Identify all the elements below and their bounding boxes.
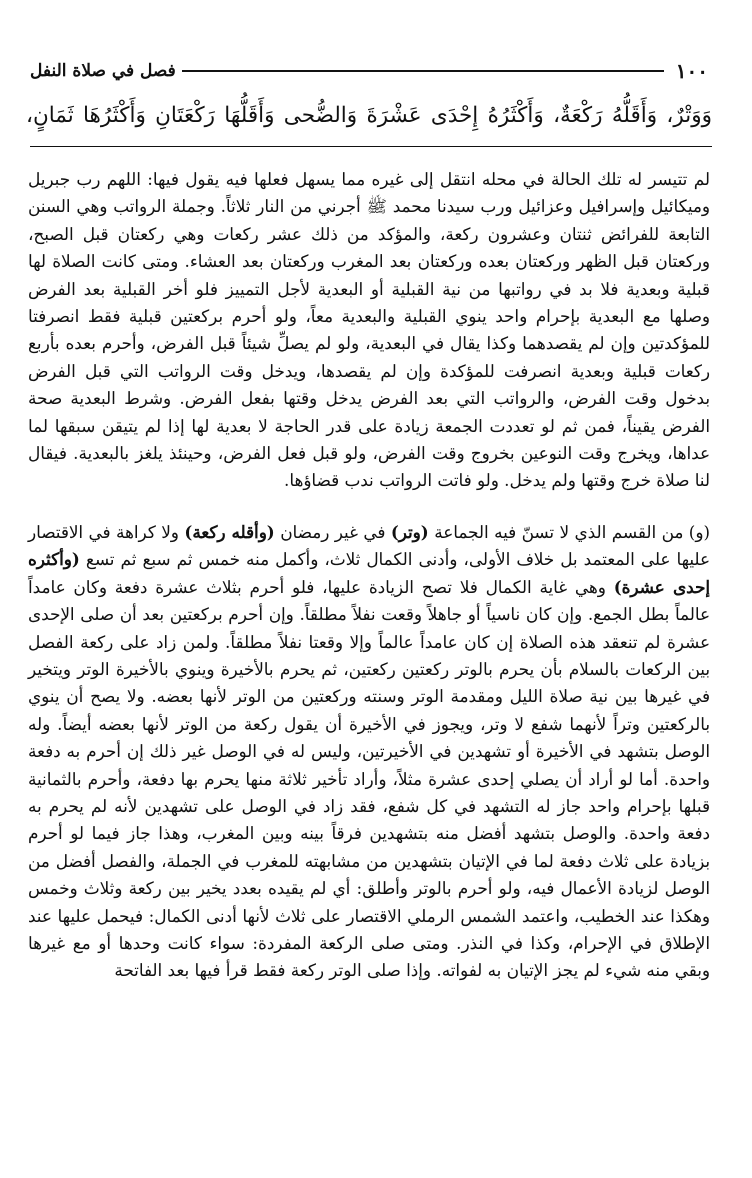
page-header — [30, 56, 708, 86]
commentary-paragraph-2: (و) من القسم الذي لا تسنّ فيه الجماعة (وتر) في غير رمضان (وأقله ركعة) ولا كراهة في الاقتصار عليها على المعتمد بل خلاف الأولى، وأدنى الكمال ثلاث، وأكمل منه خمس ثم سبع ثم تسع (وأكثره إحدى عشرة) وهي غاية الكمال فلا تصح الزيادة عليها، فلو أحرم بثلاث عشرة دفعة وكان عامداً عالماً بطل الجمع. وإن كان ناسياً أو جاهلاً وقعت نفلاً مطلقاً. وإن أحرم بركعتين بعد أن صلى الإحدى عشرة لم تنعقد هذه الصلاة إن كان عامداً عالماً وإلا وقعتا نفلاً مطلقاً. ولمن زاد على ركعة الفصل بين الركعات بالسلام بأن يحرم بالوتر ركعتين ركعتين، ثم يحرم بالأخيرة وينوي بالأخيرة الوتر ويتخير في غيرها بين نية صلاة الليل ومقدمة الوتر وسنته وركعتين من الوتر لأنها بعضه. ولا يصح أن ينوي بالركعتين وتراً لأنهما شفع لا وتر، ويجوز في الأخيرة أن يقول ركعة من الوتر لأنها بعضه أيضاً. وله الوصل بتشهد في الأخيرة أو تشهدين في الأخيرتين، وليس له في الوصل غير ذلك إن أحرم به دفعة واحدة. أما لو أراد أن يصلي إحدى عشرة مثلاً، وأراد تأخير ثلاثة منها يحرم بها دفعة، وأحرم بالثمانية قبلها بإحرام واحد جاز له التشهد في كل شفع، فقد زاد في الوصل على تشهدين لأنه لم يحرم به دفعة واحدة. والوصل بتشهد أفضل منه بتشهدين فرقاً بينه وبين المغرب، وهذا جاز فيما لو أحرم بزيادة على ثلاث دفعة لما في الإتيان بتشهدين من مشابهته للمغرب في الجملة، والفصل أفضل من الوصل لزيادة الأعمال فيه، ولو أحرم بالوتر وأطلق: أي لم يقيده بعدد يخير بين ركعة وثلاث وخمس وهكذا عند الخطيب، واعتمد الشمس الرملي الاقتصار على ثلاث لأنها أدنى الكمال: فيحمل عليها عند الإطلاق في الإحرام، وكذا في النذر. ومتى صلى الركعة المفردة: سواء كانت وحدها أو مع غيرها وبقي منه شيء لم يجز الإتيان به لفواته. وإذا صلى الوتر ركعة فقط قرأ فيها بعد الفاتحة — [28, 521, 711, 981]
matn-text: وَوَتْرٌ، وَأَقَلُّهُ رَكْعَةٌ، وَأَكْثَرُهُ إِحْدَى عَشْرَةَ وَالضُّحى وَأَقَلُّهَا رَكْعَتَانِ وَأَكْثَرُهَا ثَمَانٍ، — [26, 103, 712, 128]
matn-quote-witr: (وتر) — [390, 521, 429, 542]
commentary — [28, 166, 710, 985]
running-title: فصل في صلاة النفل — [30, 61, 176, 81]
matn-quote-most: (وأكثره إحدى عشرة) — [28, 549, 710, 597]
commentary-paragraph-1: لم تتيسر له تلك الحالة في محله انتقل إلى غيره مما يسهل فعلها فيه يقول فيها: اللهم رب جبريل وميكائيل وإسرافيل وعزائيل ورب سيدنا محمد ﷺ أجرني من النار ثلاثاً. وجملة الرواتب وهي السنن التابعة للفرائض ثنتان وعشرون ركعة، والمؤكد من ذلك عشر ركعات وهي ركعتان قبل الصبح، وركعتان قبل الظهر وركعتان بعده وركعتان بعد المغرب وركعتان بعد العشاء. ومتى كانت الصلاة لها قبلية وبعدية فلا بد في رواتبها من نية القبلية أو البعدية لأجل التمييز فلو أخر القبلية بعد الفرض وصلها مع البعدية بإحرام واحد ينوي القبلية والبعدية معاً، ولو أحرم بركعتين قبلية فقط انصرفتا للمؤكدتين وإن لم يقصدهما وكذا يقال في البعدية، ولو لم يصلِّ شيئاً قبل الفرض، وأحرم بعده بأربع ركعات قبلية وبعدية انصرفت للمؤكدة وإن لم يقصدها، ويدخل وقت الرواتب التي قبل الفرض بدخول وقت الفرض، والرواتب التي بعد الفرض يدخل وقتها بفعل الفرض. وشرط البعدية صحة الفرض يقيناً، فمن ثم لو تعددت الجمعة زيادة على قدر الحاجة لا بعدية لها إذا لم يتيقن سبقها لما عداها، ويخرج وقت النوعين بخروج وقت الفرض، ولو قبل فعل الفرض، وحينئذ يلغز بالبعدية. فيقال لنا صلاة خرج وقتها ولم يدخل. ولو فاتت الرواتب ندب قضاؤها. — [28, 169, 710, 491]
page-number: ١٠٠ — [675, 59, 708, 83]
header-rule — [182, 70, 664, 72]
matn-quote-least: (وأقله ركعة) — [184, 521, 275, 542]
matn-divider — [30, 146, 712, 147]
